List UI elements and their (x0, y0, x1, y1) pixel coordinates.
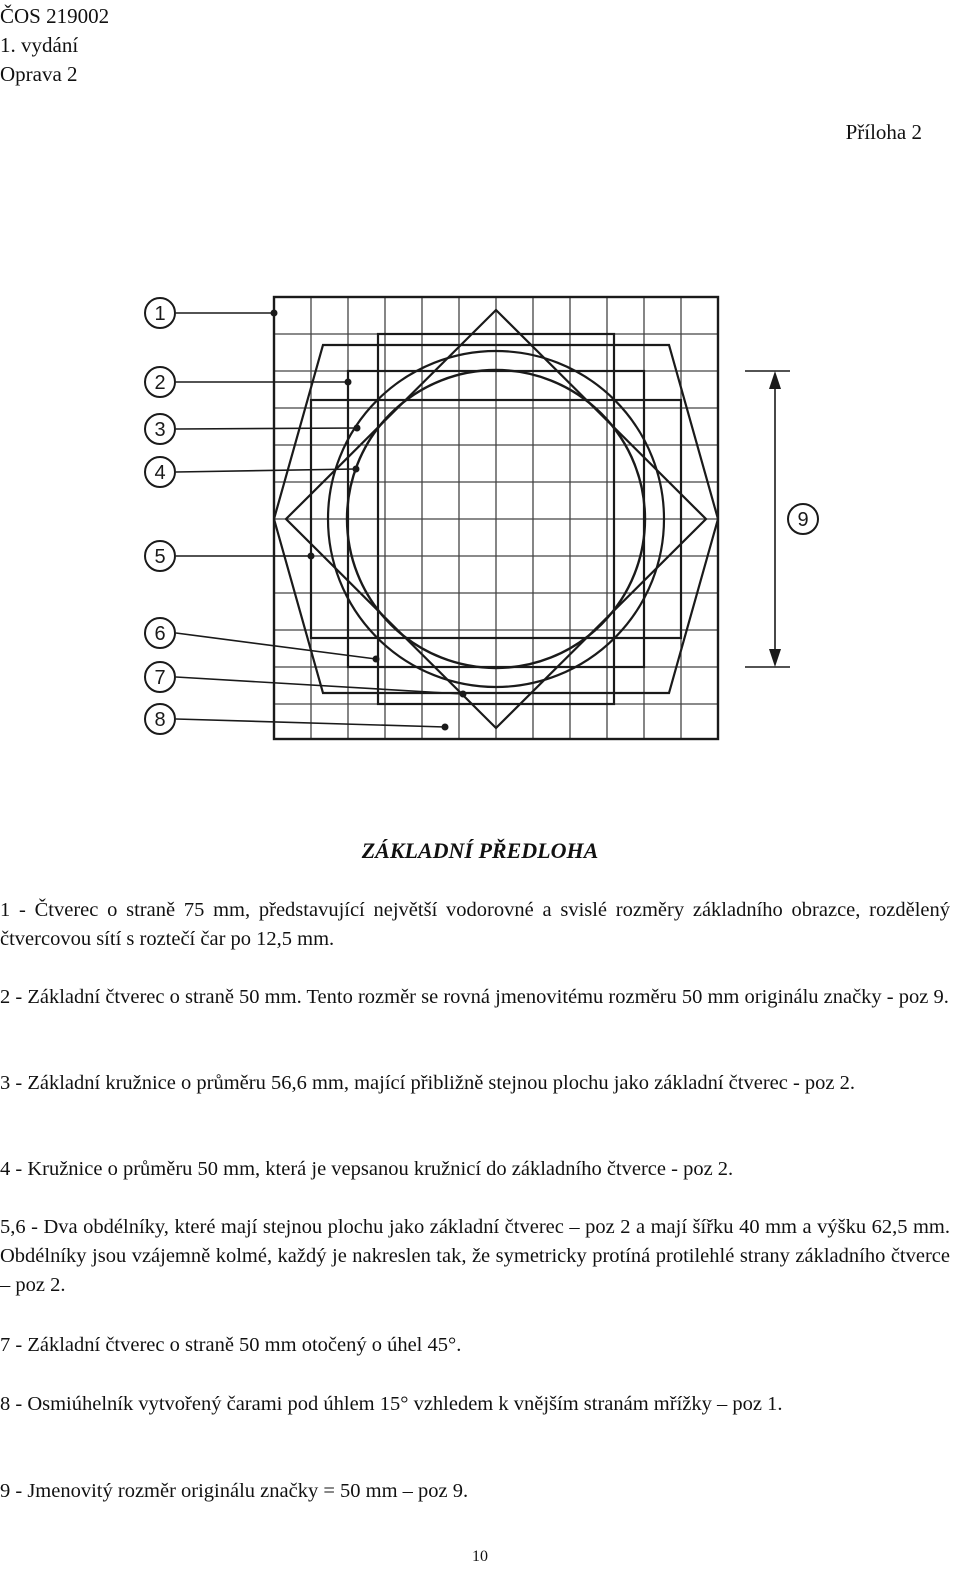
callout-label-4: 4 (154, 462, 166, 484)
callout-label-7: 7 (154, 667, 166, 689)
paragraph-4: 4 - Kružnice o průměru 50 mm, která je vepsanou kružnicí do základního čtverce - poz 2. (0, 1158, 734, 1180)
callout-label-2: 2 (154, 372, 166, 394)
arrowhead-down (769, 649, 781, 667)
grid (274, 297, 718, 739)
callout-label-8: 8 (154, 709, 166, 731)
edition: 1. vydání (0, 33, 79, 57)
paragraph-5: 5,6 - Dva obdélníky, které mají stejnou plochu jako základní čtverec – poz 2 a mají šířku 40 mm a výšku 62,5 mm. Obdélníky jsou vzájemně kolmé, každý je nakreslen tak, že symetricky protíná protilehlé strany základního čtverce – poz 2. (0, 1216, 950, 1296)
paragraph-8: 9 - Jmenovitý rozměr originálu značky = 50 mm – poz 9. (0, 1480, 469, 1502)
callout-label-5: 5 (154, 546, 166, 568)
amendment: Oprava 2 (0, 62, 78, 86)
paragraph-6: 7 - Základní čtverec o straně 50 mm otočený o úhel 45°. (0, 1334, 462, 1356)
paragraph-2: 2 - Základní čtverec o straně 50 mm. Tento rozměr se rovná jmenovitému rozměru 50 mm originálu značky - poz 9. (0, 986, 949, 1008)
callout-label-6: 6 (154, 623, 166, 645)
paragraph-7: 8 - Osmiúhelník vytvořený čarami pod úhlem 15° vzhledem k vnějším stranám mřížky – poz 1. (0, 1393, 783, 1415)
page-number: 10 (472, 1548, 488, 1565)
callout-label-3: 3 (154, 419, 166, 441)
basic-template-figure (0, 280, 960, 760)
dimension-line (745, 371, 790, 667)
paragraph-1: 1 - Čtverec o straně 75 mm, představující největší vodorovné a svislé rozměry základního obrazce, rozdělený čtvercovou sítí s roztečí čar po 12,5 mm. (0, 899, 950, 950)
annex-label: Příloha 2 (845, 120, 922, 144)
arrowhead-up (769, 371, 781, 389)
leader-lines (176, 313, 463, 727)
paragraph-3: 3 - Základní kružnice o průměru 56,6 mm, mající přibližně stejnou plochu jako základní čtverec - poz 2. (0, 1072, 856, 1094)
callout-label-9: 9 (797, 509, 809, 531)
callout-label-1: 1 (154, 303, 166, 325)
document-title: ZÁKLADNÍ PŘEDLOHA (361, 838, 599, 863)
standard-code: ČOS 219002 (0, 4, 110, 28)
